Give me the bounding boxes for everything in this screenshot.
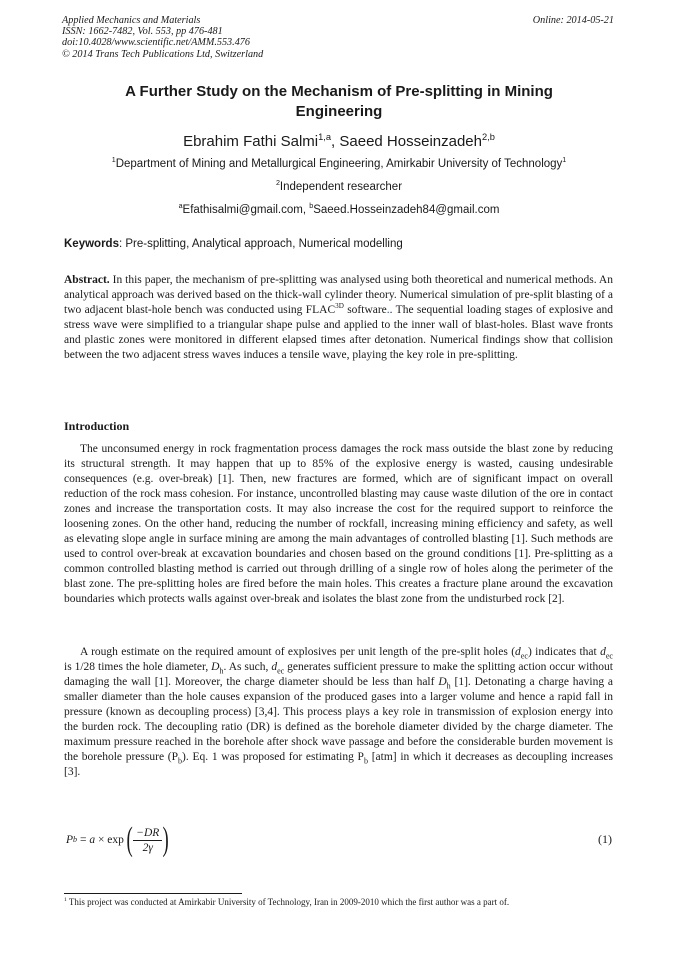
- p2-text-d: . As such,: [223, 661, 272, 673]
- affiliation-2-text: Independent researcher: [279, 181, 403, 193]
- equation-1: P b = a × exp ( $\frac{-DR}{2\gamma}$ ): [66, 821, 170, 858]
- dec-subscript: ec: [277, 666, 285, 676]
- p2-text-b: ) indicates that: [527, 646, 601, 658]
- author-line: [40, 132, 638, 152]
- dh-symbol: D: [438, 676, 447, 688]
- left-paren: (: [126, 821, 133, 858]
- p2-text-e: generates sufficient pressure to make the splitting action occur without damaging the wall [1]. Moreover, the charge diameter should be less than half: [64, 661, 613, 688]
- journal-name: Applied Mechanics and Materials: [62, 15, 201, 26]
- affiliation-1-text: Department of Mining and Metallurgical Engineering, Amirkabir University of Technology: [115, 158, 563, 170]
- introduction-heading: Introduction: [64, 419, 130, 433]
- dec-symbol: d: [600, 646, 606, 658]
- issn-line: ISSN: 1662-7482, Vol. 553, pp 476-481: [62, 26, 223, 38]
- dec-symbol: d: [515, 646, 521, 658]
- author-separator: ,: [331, 133, 340, 150]
- affiliation-1-footnote-mark: 1: [562, 156, 567, 165]
- equation-equals: =: [77, 834, 90, 846]
- abstract-text-1: In this paper, the mechanism of pre-splitting was analysed using both theoretical and numerical methods. An analytical approach was derived based on the thick-wall cylinder theory. Numerical simulation of pre-split blasting of a two adjacent blast-hole bench was conducted using FLAC: [64, 274, 613, 316]
- keywords-label: Keywords: [64, 238, 119, 250]
- affiliation-1-mark: 1: [111, 156, 116, 165]
- fraction-numerator: −DR: [133, 827, 162, 841]
- email-b-mark: b: [309, 202, 314, 211]
- dh-symbol: D: [211, 661, 220, 673]
- author-2-affiliation-mark: 2,b: [482, 132, 495, 142]
- author-1: Ebrahim Fathi Salmi: [183, 133, 319, 150]
- abstract-text-2: . The sequential loading stages of explosive and stress wave were simplified to a triangular shape pulse and applied to the inner wall of blast-holes. Blast wave fronts and plastic zones were monitored in different elapsed times after detonation. Numerical findings show that collision between the two adjacent stress waves induces a tensile wave, playing the key role in pre-splitting.: [64, 304, 614, 361]
- doi-line: doi:10.4028/www.scientific.net/AMM.553.476: [62, 37, 250, 49]
- dec-subscript: ec: [605, 651, 613, 661]
- keywords-text: : Pre-splitting, Analytical approach, Numerical modelling: [118, 238, 403, 250]
- email-line: [30, 203, 648, 217]
- affiliation-1: [30, 157, 648, 171]
- footnote-text: This project was conducted at Amirkabir University of Technology, Iran in 2009-2010 which the first author was a part of.: [66, 897, 510, 907]
- equation-lhs: P: [66, 834, 74, 846]
- pb-subscript: b: [363, 756, 368, 766]
- equation-fraction: [133, 827, 162, 854]
- email-b[interactable]: Saeed.Hosseinzadeh84@gmail.com: [313, 204, 500, 216]
- dh-subscript: h: [446, 681, 451, 691]
- keywords: [64, 237, 403, 251]
- right-paren: ): [162, 821, 170, 858]
- author-2: Saeed Hosseinzadeh: [339, 133, 482, 150]
- fraction-denominator: 2γ: [142, 841, 153, 854]
- affiliation-2-mark: 2: [275, 179, 280, 188]
- p2-text-c: is 1/28 times the hole diameter,: [64, 661, 212, 673]
- dec-subscript: ec: [520, 651, 528, 661]
- dec-symbol: d: [271, 661, 278, 673]
- flac-superscript: 3D: [335, 302, 344, 311]
- equation-exp: × exp: [95, 834, 124, 846]
- affiliation-2: [30, 180, 648, 194]
- email-a[interactable]: Efathisalmi@gmail.com,: [182, 204, 310, 216]
- equation-number: (1): [598, 832, 612, 846]
- abstract-period-link: .: [386, 304, 390, 316]
- introduction-paragraph-1: The unconsumed energy in rock fragmentation process damages the rock mass outside the blast zone by reducing its structural strength. It may happen that up to 85% of the explosive energy is wasted, causing undesirable consequences (e.g. over-break) [1]. Then, new fractures are formed, which are of significant impact on overall reduction of the rock mass cohesion. For instance, uncontrolled blasting may cause waste dilution of the ore in contact zones and increase the transportation costs. It may also increase the cost for the required support to reinforce the loosening zones. On the other hand, reducing the number of rockfall, increasing mining efficiency and safety, as well as elevating slope angle in surface mining are among the main advantages of controlled blasting [1]. Such methods are used to control over-break at excavation boundaries and chosen based on the ground conditions [1]. Pre-splitting as a common controlled blasting method is carried out through drilling of a single row of holes along the perimeter of the blast zone. The pre-splitting holes are fired before the main holes. This creates a fracture plane around the excavation boundaries which protects walls against over-break and isolates the blast zone from the undisturbed rock [2].: [64, 443, 613, 605]
- paper-title: A Further Study on the Mechanism of Pre-splitting in Mining Engineering: [125, 83, 553, 120]
- pb-subscript: b: [178, 756, 183, 766]
- abstract-software: software: [343, 304, 387, 316]
- author-1-affiliation-mark: 1,a: [318, 132, 332, 142]
- footnote: [64, 897, 509, 907]
- dh-subscript: h: [219, 666, 224, 676]
- footnote-mark: 1: [64, 897, 67, 903]
- p2-text-f: [1]. Detonating a charge having a smaller diameter than the hole causes expansion of the produced gases into a larger volume and hence a rapid fall in pressure (known as decoupling process) [3,4]. This process plays a key role in transmission of explosion energy into the burden rock. The decoupling ratio (DR) is defined as the borehole diameter divided by the charge diameter. The maximum pressure reached in the borehole after shock wave passage and before the considerable burden movement is the borehole pressure (P: [64, 676, 614, 763]
- abstract-label: Abstract.: [64, 274, 110, 286]
- footnote-divider: [64, 893, 242, 894]
- p2-text-a: A rough estimate on the required amount of explosives per unit length of the pre-split holes (: [80, 646, 516, 658]
- journal-info: [62, 15, 362, 60]
- abstract: [64, 273, 613, 363]
- equation-coefficient: a: [89, 834, 96, 846]
- copyright-line: © 2014 Trans Tech Publications Ltd, Switzerland: [62, 48, 264, 60]
- p2-text-h: [atm] in which it decreases as decoupling increases [3].: [64, 751, 613, 778]
- introduction-paragraph-2: [64, 645, 613, 780]
- email-a-mark: a: [178, 202, 183, 211]
- online-date: Online: 2014-05-21: [532, 15, 614, 26]
- p2-text-g: ). Eq. 1 was proposed for estimating P: [182, 751, 364, 763]
